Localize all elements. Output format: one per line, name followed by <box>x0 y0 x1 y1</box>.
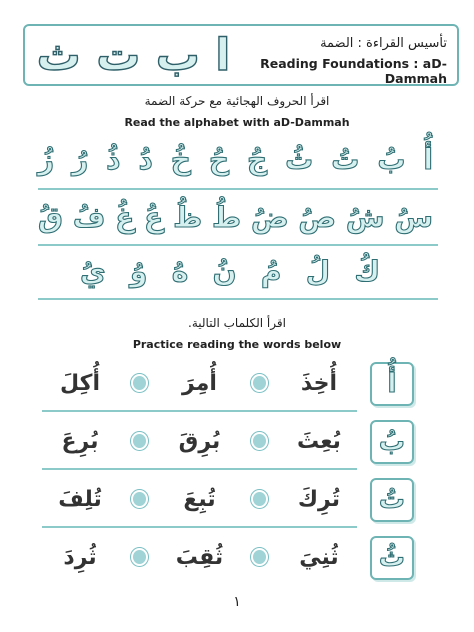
alphabet-letter: لُ <box>305 255 330 288</box>
alphabet-letter: يُ <box>80 255 106 288</box>
alphabet-letter: ذُ <box>106 143 121 176</box>
word-letter-box <box>370 420 414 464</box>
word-letter: تُ <box>378 485 406 515</box>
practice-word: ثُنِيَ <box>299 544 339 570</box>
alphabet-letter: طُ <box>212 201 242 234</box>
alphabet-letter: فُ <box>72 201 106 234</box>
alphabet-row <box>38 140 433 180</box>
alphabet-letter: ثُ <box>285 143 314 176</box>
practice-word: ثُقِبَ <box>175 544 224 570</box>
word-row <box>42 418 357 464</box>
alphabet-letter: ظُ <box>173 201 203 234</box>
bullet-dot-icon <box>131 490 148 508</box>
practice-word: أُكِلَ <box>60 370 101 396</box>
bullet-dot-icon <box>251 432 268 450</box>
header-letters: ا ب ت ث <box>36 29 231 81</box>
alphabet-letter: قُ <box>38 201 64 234</box>
alphabet-letter: غُ <box>115 201 135 234</box>
alphabet-letter: حُ <box>208 143 230 176</box>
bullet-dot-icon <box>131 548 148 566</box>
alphabet-letter: مُ <box>260 255 282 288</box>
word-letter: ثُ <box>378 543 406 573</box>
alphabet-letter: جُ <box>247 143 268 176</box>
bullet-dot-icon <box>131 432 148 450</box>
row-divider <box>38 244 438 246</box>
row-divider <box>42 410 357 412</box>
word-row <box>42 534 357 580</box>
alphabet-letter: صُ <box>298 201 337 234</box>
bullet-dot-icon <box>131 374 148 392</box>
row-divider <box>38 298 438 300</box>
alphabet-letter: زُ <box>38 143 55 176</box>
alphabet-letter: أُ <box>423 143 433 176</box>
alphabet-letter: كُ <box>354 255 380 288</box>
word-letter-box <box>370 536 414 580</box>
alphabet-letter: سُ <box>394 201 433 234</box>
alphabet-letter: تُ <box>331 143 360 176</box>
bullet-dot-icon <box>251 548 268 566</box>
practice-word: أُمِرَ <box>182 370 217 396</box>
alphabet-letter: عُ <box>144 201 164 234</box>
alphabet-letter: ضُ <box>250 201 289 234</box>
row-divider <box>38 188 438 190</box>
alphabet-instruction-arabic: اقرأ الحروف الهجائية مع حركة الضمة <box>144 94 330 108</box>
bullet-dot-icon <box>251 490 268 508</box>
row-divider <box>42 468 357 470</box>
alphabet-row <box>80 252 380 292</box>
page-title-english: Reading Foundations : aD-Dammah <box>260 56 447 86</box>
practice-word: ثُرِدَ <box>63 544 97 570</box>
row-divider <box>42 526 357 528</box>
alphabet-letter: رُ <box>72 143 89 176</box>
alphabet-letter: بُ <box>377 143 406 176</box>
alphabet-letter: خُ <box>170 143 191 176</box>
alphabet-letter: هُ <box>171 255 189 288</box>
words-instruction-english: Practice reading the words below <box>132 338 342 351</box>
alphabet-letter: وُ <box>130 255 148 288</box>
practice-word: بُرِعَ <box>61 428 99 454</box>
practice-word: تُرِكَ <box>297 486 340 512</box>
words-instruction-arabic: اقرأ الكلماب التالية. <box>188 316 286 330</box>
page-number: ١ <box>233 594 241 610</box>
practice-word: أُخِذَ <box>300 370 337 396</box>
word-letter-box <box>370 478 414 522</box>
word-letter: أُ <box>387 369 397 399</box>
practice-word: بُرِقَ <box>178 428 221 454</box>
practice-word: تُلِفَ <box>58 486 102 512</box>
alphabet-letter: نُ <box>212 255 237 288</box>
bullet-dot-icon <box>251 374 268 392</box>
word-letter: بُ <box>378 427 406 457</box>
alphabet-row <box>38 198 433 238</box>
alphabet-instruction-english: Read the alphabet with aD-Dammah <box>124 116 350 129</box>
alphabet-letter: دُ <box>138 143 153 176</box>
page-title-arabic: تأسيس القراءة : الضمة <box>320 36 447 51</box>
alphabet-letter: شُ <box>345 201 385 234</box>
word-row <box>42 476 357 522</box>
word-row <box>42 360 357 406</box>
practice-word: بُعِثَ <box>296 428 341 454</box>
word-letter-box <box>370 362 414 406</box>
practice-word: تُبِعَ <box>183 486 216 512</box>
